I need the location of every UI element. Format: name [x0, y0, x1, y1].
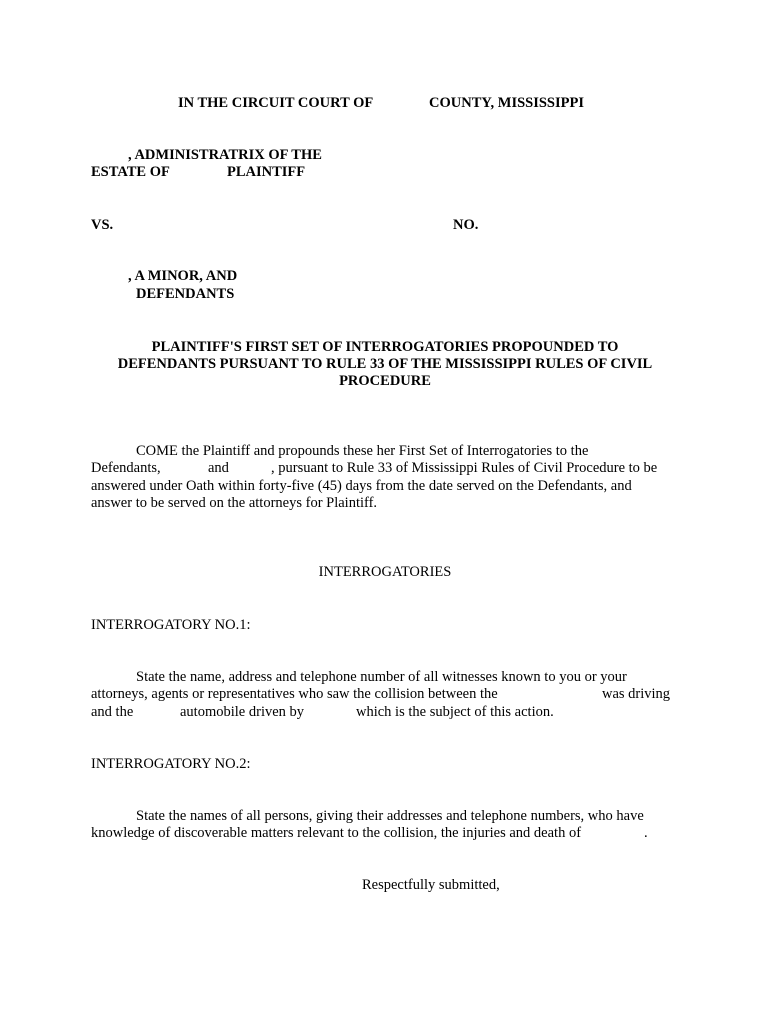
intro-line-2-b: and	[208, 460, 229, 476]
interrogatory-2-line-2-a: knowledge of discoverable matters relevant to the collision, the injuries and death of	[91, 825, 582, 841]
document-title-line-1: PLAINTIFF'S FIRST SET OF INTERROGATORIES PROPOUNDED TO	[151, 339, 619, 355]
plaintiff-line-1: , ADMINISTRATRIX OF THE	[128, 147, 322, 163]
interrogatory-1-line-3-c: which is the subject of this action.	[356, 704, 554, 720]
interrogatory-2-line-1: State the names of all persons, giving their addresses and telephone numbers, who have	[136, 808, 644, 824]
respectfully-submitted: Respectfully submitted,	[362, 877, 500, 893]
interrogatory-1-line-2-a: attorneys, agents or representatives who saw the collision between the	[91, 686, 498, 702]
defendant-line-1: , A MINOR, AND	[128, 268, 238, 284]
plaintiff-estate-label: ESTATE OF	[91, 164, 170, 180]
interrogatory-1-heading: INTERROGATORY NO.1:	[91, 617, 251, 633]
interrogatory-1-line-3-a: and the	[91, 704, 134, 720]
interrogatory-1-line-2-b: was driving	[602, 686, 671, 702]
intro-line-2-a: Defendants,	[91, 460, 161, 476]
intro-line-4: answer to be served on the attorneys for Plaintiff.	[91, 495, 378, 511]
court-name-left: IN THE CIRCUIT COURT OF	[178, 95, 374, 111]
interrogatory-1-line-3-b: automobile driven by	[180, 704, 305, 720]
interrogatory-2-line-2-b: .	[644, 825, 648, 841]
court-county-right: COUNTY, MISSISSIPPI	[429, 95, 584, 111]
interrogatory-2-heading: INTERROGATORY NO.2:	[91, 756, 251, 772]
intro-line-1: COME the Plaintiff and propounds these her First Set of Interrogatories to the	[136, 443, 589, 459]
intro-line-2-c: , pursuant to Rule 33 of Mississippi Rules of Civil Procedure to be	[271, 460, 658, 476]
defendants-label: DEFENDANTS	[136, 286, 235, 302]
case-number-label: NO.	[453, 217, 479, 233]
versus-label: VS.	[91, 217, 114, 233]
intro-line-3: answered under Oath within forty-five (45) days from the date served on the Defendants, and	[91, 478, 632, 494]
document-title-line-3: PROCEDURE	[339, 373, 431, 389]
document-title-line-2: DEFENDANTS PURSUANT TO RULE 33 OF THE MISSISSIPPI RULES OF CIVIL	[117, 356, 653, 372]
plaintiff-label: PLAINTIFF	[227, 164, 306, 180]
interrogatory-1-line-1: State the name, address and telephone number of all witnesses known to you or your	[136, 669, 627, 685]
interrogatories-heading: INTERROGATORIES	[318, 564, 452, 580]
